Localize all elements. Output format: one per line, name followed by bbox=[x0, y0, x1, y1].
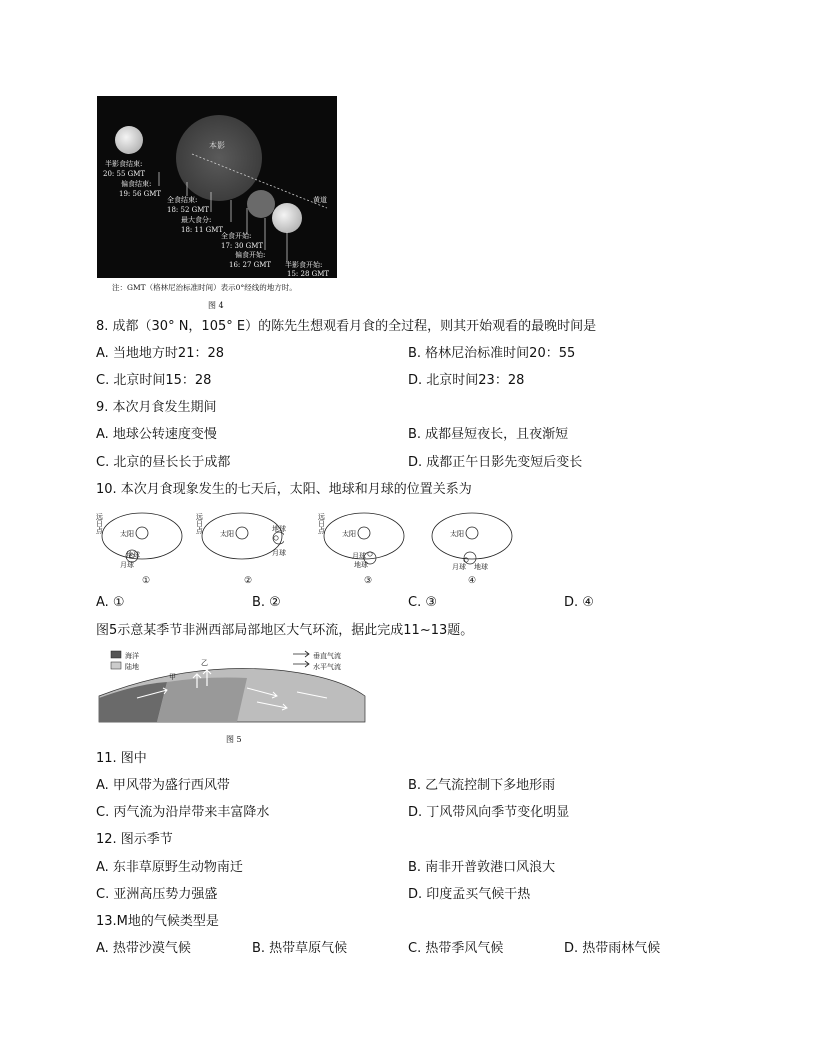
land-legend-label: 陆地 bbox=[125, 663, 139, 671]
moon-totality bbox=[247, 190, 275, 218]
diagram-number-2: ② bbox=[244, 576, 253, 586]
orbit-diagram-2 bbox=[196, 510, 284, 566]
q10-option-a: A. ① bbox=[96, 595, 125, 610]
figure-5-circulation-diagram bbox=[97, 648, 367, 724]
total-start-label: 全食开始: bbox=[221, 232, 252, 240]
q13-option-b: B. 热带草原气候 bbox=[252, 941, 348, 956]
sun-label: 太阳 bbox=[120, 530, 134, 538]
q13-stem: 13.M地的气候类型是 bbox=[96, 914, 219, 929]
total-start-time: 17: 30 GMT bbox=[221, 242, 264, 250]
sun-label: 太阳 bbox=[342, 530, 356, 538]
penumbral-start-label: 半影食开始: bbox=[285, 261, 323, 269]
max-eclipse-label: 最大食分: bbox=[181, 216, 212, 224]
q9-option-c: C. 北京的昼长长于成都 bbox=[96, 455, 231, 470]
land-area bbox=[157, 678, 247, 723]
figure-4-note: 注：GMT（格林尼治标准时间）表示0°经线的地方时。 bbox=[112, 283, 297, 292]
q11-option-d: D. 丁风带风向季节变化明显 bbox=[408, 805, 570, 820]
umbra-label: 本影 bbox=[209, 141, 225, 150]
ocean-area bbox=[99, 682, 167, 722]
partial-end-label: 偏食结束: bbox=[121, 180, 152, 188]
penumbral-start-time: 15: 28 GMT bbox=[287, 270, 330, 278]
q13-option-a: A. 热带沙漠气候 bbox=[96, 941, 191, 956]
sun-label: 太阳 bbox=[450, 530, 464, 538]
penumbral-end-time: 20: 55 GMT bbox=[103, 170, 146, 178]
sun-icon bbox=[236, 527, 248, 539]
ocean-legend-label: 海洋 bbox=[125, 652, 139, 660]
sun-icon bbox=[466, 527, 478, 539]
moon-label: 月球 bbox=[272, 549, 286, 557]
q12-option-d: D. 印度孟买气候干热 bbox=[408, 887, 531, 902]
total-end-label: 全食结束: bbox=[167, 196, 198, 204]
figure-4-eclipse-diagram bbox=[97, 96, 337, 278]
moon-icon bbox=[368, 552, 372, 556]
partial-start-time: 16: 27 GMT bbox=[229, 261, 272, 269]
vertical-flow-legend-arrow bbox=[293, 651, 309, 657]
q8-option-b: B. 格林尼治标准时间20：55 bbox=[408, 346, 576, 361]
q9-option-b: B. 成都昼短夜长，且夜渐短 bbox=[408, 427, 569, 442]
moon-penumbral-start bbox=[272, 203, 302, 233]
aphelion-label: 远日点 bbox=[96, 513, 103, 535]
q13-option-d: D. 热带雨林气候 bbox=[564, 941, 661, 956]
q11-option-c: C. 丙气流为沿岸带来丰富降水 bbox=[96, 805, 270, 820]
earth-label: 地球 bbox=[272, 525, 286, 533]
orbit-diagram-3 bbox=[318, 510, 406, 569]
moon-penumbral-end bbox=[115, 126, 143, 154]
sun-label: 太阳 bbox=[220, 530, 234, 538]
q11-option-a: A. 甲风带为盛行西风带 bbox=[96, 778, 230, 793]
q12-option-c: C. 亚洲高压势力强盛 bbox=[96, 887, 218, 902]
umbra-shadow bbox=[176, 115, 262, 201]
ecliptic-label: 黄道 bbox=[313, 196, 327, 204]
penumbral-end-label: 半影食结束: bbox=[105, 160, 143, 168]
horizontal-flow-legend-arrow bbox=[293, 661, 309, 667]
q11-option-b: B. 乙气流控制下多地形雨 bbox=[408, 778, 556, 793]
moon-label: 月球 bbox=[452, 563, 466, 571]
q8-option-a: A. 当地地方时21：28 bbox=[96, 346, 225, 361]
q12-option-a: A. 东非草原野生动物南迁 bbox=[96, 860, 243, 875]
q9-stem: 9. 本次月食发生期间 bbox=[96, 400, 217, 415]
q13-option-c: C. 热带季风气候 bbox=[408, 941, 504, 956]
ocean-legend-swatch bbox=[111, 651, 121, 658]
q8-option-d: D. 北京时间23：28 bbox=[408, 373, 525, 388]
q8-stem: 8. 成都（30° N，105° E）的陈先生想观看月食的全过程，则其开始观看的最晚时间是 bbox=[96, 319, 597, 334]
q10-option-c: C. ③ bbox=[408, 595, 437, 610]
moon-label: 月球 bbox=[352, 552, 366, 560]
earth-label: 地球 bbox=[474, 563, 488, 571]
land-legend-swatch bbox=[111, 662, 121, 669]
q10-stem: 10. 本次月食现象发生的七天后，太阳、地球和月球的位置关系为 bbox=[96, 482, 472, 497]
horizontal-flow-legend-label: 水平气流 bbox=[313, 663, 341, 671]
q8-option-c: C. 北京时间15：28 bbox=[96, 373, 212, 388]
earth-label: 地球 bbox=[126, 551, 140, 559]
orbit-diagram-1 bbox=[96, 510, 184, 569]
figure-4-caption: 图 4 bbox=[208, 301, 224, 310]
moon-label: 月球 bbox=[120, 561, 134, 569]
figure-5-caption: 图 5 bbox=[226, 735, 242, 744]
vertical-flow-legend-label: 垂直气流 bbox=[313, 652, 341, 660]
aphelion-label: 远日点 bbox=[318, 513, 325, 535]
orbit-diagram-4 bbox=[426, 510, 514, 571]
partial-end-time: 19: 56 GMT bbox=[119, 190, 162, 198]
label-jia: 甲 bbox=[169, 673, 176, 681]
diagram-number-4: ④ bbox=[468, 576, 477, 586]
earth-label: 地球 bbox=[354, 561, 368, 569]
max-eclipse-time: 18: 11 GMT bbox=[181, 226, 224, 234]
q12-option-b: B. 南非开普敦港口风浪大 bbox=[408, 860, 556, 875]
q9-option-d: D. 成都正午日影先变短后变长 bbox=[408, 455, 583, 470]
moon-icon bbox=[274, 536, 278, 540]
total-end-time: 18: 52 GMT bbox=[167, 206, 210, 214]
label-yi: 乙 bbox=[201, 659, 208, 667]
aphelion-label: 远日点 bbox=[196, 513, 203, 535]
figure-5-intro: 图5示意某季节非洲西部局部地区大气环流，据此完成11~13题。 bbox=[96, 623, 474, 638]
diagram-number-1: ① bbox=[142, 576, 151, 586]
q9-option-a: A. 地球公转速度变慢 bbox=[96, 427, 217, 442]
sun-icon bbox=[136, 527, 148, 539]
q11-stem: 11. 图中 bbox=[96, 751, 147, 766]
q12-stem: 12. 图示季节 bbox=[96, 832, 173, 847]
partial-start-label: 偏食开始: bbox=[235, 251, 266, 259]
q10-option-b: B. ② bbox=[252, 595, 281, 610]
q10-option-d: D. ④ bbox=[564, 595, 594, 610]
sun-icon bbox=[358, 527, 370, 539]
diagram-number-3: ③ bbox=[364, 576, 373, 586]
